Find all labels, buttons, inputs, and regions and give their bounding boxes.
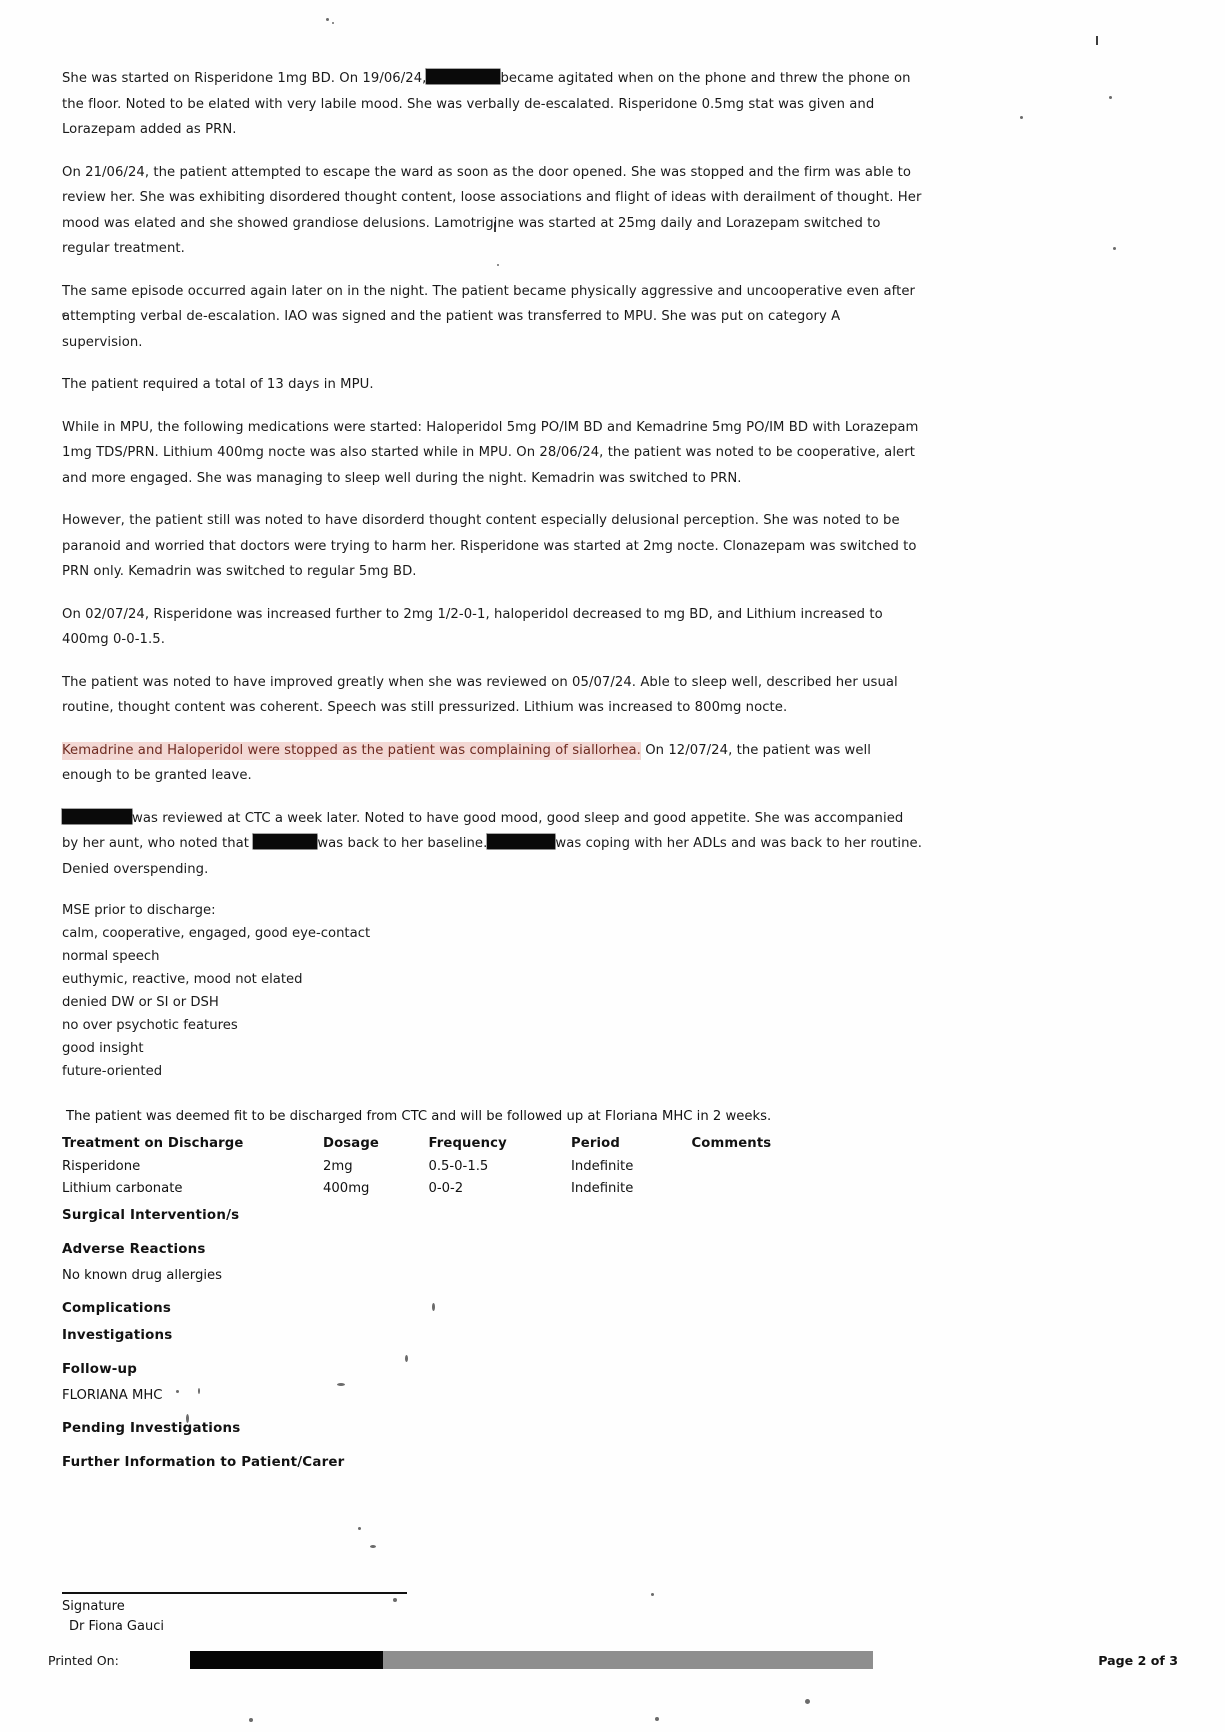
paragraph-escape-attempt: On 21/06/24, the patient attempted to escape the ward as soon as the door opened. She was stopped and the firm was able to review her. She was exhibiting disordered thought content, loose associations and flight of ideas with derailment of thought. Her mood was elated and she showed grandiose delusions. Lamotrigine was started at 25mg daily and Lorazepam switched to regular treatment. (62, 164, 922, 256)
cell-treatment-name: Risperidone (62, 1158, 141, 1174)
scan-artifact (651, 1593, 654, 1596)
scan-artifact (1096, 36, 1098, 45)
scan-artifact (249, 1718, 253, 1722)
cell-period: Indefinite (571, 1181, 634, 1196)
mse-line: future-oriented (62, 1064, 163, 1079)
paragraph-text: became agitated when on the phone and threw the phone on the floor. Noted to be elated with very labile mood. She was verbally de-escalated. Risperidone 0.5mg stat was given and Lorazepam added as PRN. (62, 71, 911, 137)
paragraph-text: was coping with her ADLs and was back to her routine. Denied overspending. (62, 836, 922, 877)
highlighted-text: Kemadrine and Haloperidol were stopped as the patient was complaining of siallorhea. (62, 742, 641, 758)
table-row (62, 1156, 812, 1179)
mse-line: no over psychotic features (62, 1018, 238, 1033)
cell-treatment-name: Lithium carbonate (62, 1181, 183, 1196)
signature-label: Signature (62, 1599, 125, 1614)
section-heading-further-information: Further Information to Patient/Carer (62, 1454, 345, 1470)
document-body (62, 66, 922, 1477)
scan-artifact (326, 18, 329, 21)
signature-rule (62, 1592, 407, 1594)
scan-artifact (805, 1699, 810, 1704)
section-heading-follow-up: Follow-up (62, 1361, 138, 1377)
mse-heading: MSE prior to discharge: (62, 903, 216, 918)
paragraph-delusional-perception: However, the patient still was noted to have disorderd thought content especially delusional perception. She was noted to be paranoid and worried that doctors were trying to harm her. Risperidone was started at 2mg nocte. Clonazepam was switched to PRN only. Kemadrin was switched to regular 5mg BD. (62, 513, 917, 579)
paragraph-dose-adjustment: On 02/07/24, Risperidone was increased further to 2mg 1/2-0-1, haloperidol decreased to mg BD, and Lithium increased to 400mg 0-0-1.5. (62, 606, 883, 647)
mse-line: euthymic, reactive, mood not elated (62, 972, 303, 987)
scan-artifact (332, 22, 334, 24)
paragraph-improvement-review: The patient was noted to have improved greatly when she was reviewed on 05/07/24. Able to sleep well, described her usual routine, thought content was coherent. Speech was still pressurized. Lithium was increased to 800mg nocte. (62, 674, 898, 715)
paragraph-text: On 12/07/24, the patient was well enough to be granted leave. (62, 742, 872, 783)
mse-line: normal speech (62, 949, 160, 964)
column-header-comments: Comments (691, 1136, 772, 1151)
redacted-name (62, 809, 132, 824)
section-heading-surgical-interventions: Surgical Intervention/s (62, 1207, 240, 1223)
cell-dosage: 2mg (323, 1158, 353, 1174)
signature-block (62, 1592, 462, 1637)
section-value-adverse-reactions: No known drug allergies (62, 1267, 222, 1283)
redacted-print-timestamp (190, 1651, 383, 1669)
cell-period: Indefinite (571, 1158, 634, 1174)
page-footer (48, 1652, 1178, 1672)
scan-artifact (1113, 247, 1116, 250)
cell-comments (691, 1156, 812, 1179)
mse-line: denied DW or SI or DSH (62, 995, 219, 1010)
column-header-frequency: Frequency (428, 1136, 507, 1151)
column-header-period: Period (571, 1136, 620, 1151)
section-heading-pending-investigations: Pending Investigations (62, 1420, 241, 1436)
page-number: Page 2 of 3 (1098, 1653, 1178, 1668)
cell-dosage: 400mg (323, 1181, 370, 1196)
redacted-name (426, 69, 500, 84)
redacted-name (253, 834, 317, 849)
scan-artifact (358, 1527, 361, 1530)
cell-comments (691, 1178, 812, 1201)
column-header-treatment: Treatment on Discharge (62, 1136, 244, 1151)
treatment-on-discharge-table (62, 1133, 812, 1201)
footer-grey-bar (383, 1651, 873, 1669)
mse-line: calm, cooperative, engaged, good eye-contact (62, 926, 371, 941)
paragraph-text: She was started on Risperidone 1mg BD. On 19/06/24, (62, 71, 427, 86)
redacted-name (487, 834, 555, 849)
table-row (62, 1178, 812, 1201)
scan-artifact (655, 1717, 659, 1721)
paragraph-text: was back to her baseline. (317, 836, 488, 851)
paragraph-highlighted-siallorhea (62, 738, 922, 789)
section-value-follow-up: FLORIANA MHC (62, 1387, 163, 1403)
cell-frequency: 0.5-0-1.5 (428, 1158, 489, 1174)
paragraph-text: was reviewed at CTC a week later. Noted to have good mood, good sleep and good appetite. She was accompanied by her aunt, who noted that (62, 810, 904, 851)
section-heading-investigations: Investigations (62, 1327, 173, 1343)
paragraph-mpu-medications: While in MPU, the following medications were started: Haloperidol 5mg PO/IM BD and Kemadrine 5mg PO/IM BD with Lorazepam 1mg TDS/PRN. Lithium 400mg nocte was also started while in MPU. On 28/06/24, the patient was noted to be cooperative, alert and more engaged. She was managing to sleep well during the night. Kemadrin was switched to PRN. (62, 419, 919, 486)
section-heading-adverse-reactions: Adverse Reactions (62, 1241, 206, 1257)
discharge-note: The patient was deemed fit to be discharged from CTC and will be followed up at Floriana MHC in 2 weeks. (66, 1109, 772, 1124)
paragraph-risperidone-start (62, 66, 922, 143)
signature-doctor-name: Dr Fiona Gauci (69, 1619, 164, 1634)
mse-line: good insight (62, 1041, 144, 1056)
paragraph-mpu-transfer: The same episode occurred again later on in the night. The patient became physically aggressive and uncooperative even after attempting verbal de-escalation. IAO was signed and the patient was transferred to MPU. She was put on category A supervision. (62, 283, 915, 350)
paragraph-mpu-days: The patient required a total of 13 days in MPU. (62, 377, 374, 392)
section-heading-complications: Complications (62, 1300, 172, 1316)
mse-block (62, 899, 922, 1083)
table-header-row (62, 1133, 812, 1156)
scan-artifact (1020, 116, 1023, 119)
cell-frequency: 0-0-2 (428, 1181, 464, 1196)
paragraph-ctc-followup (62, 806, 922, 883)
column-header-dosage: Dosage (323, 1136, 379, 1151)
scan-artifact (1109, 96, 1112, 99)
printed-on-label: Printed On: (48, 1653, 119, 1668)
scan-artifact (370, 1545, 376, 1548)
